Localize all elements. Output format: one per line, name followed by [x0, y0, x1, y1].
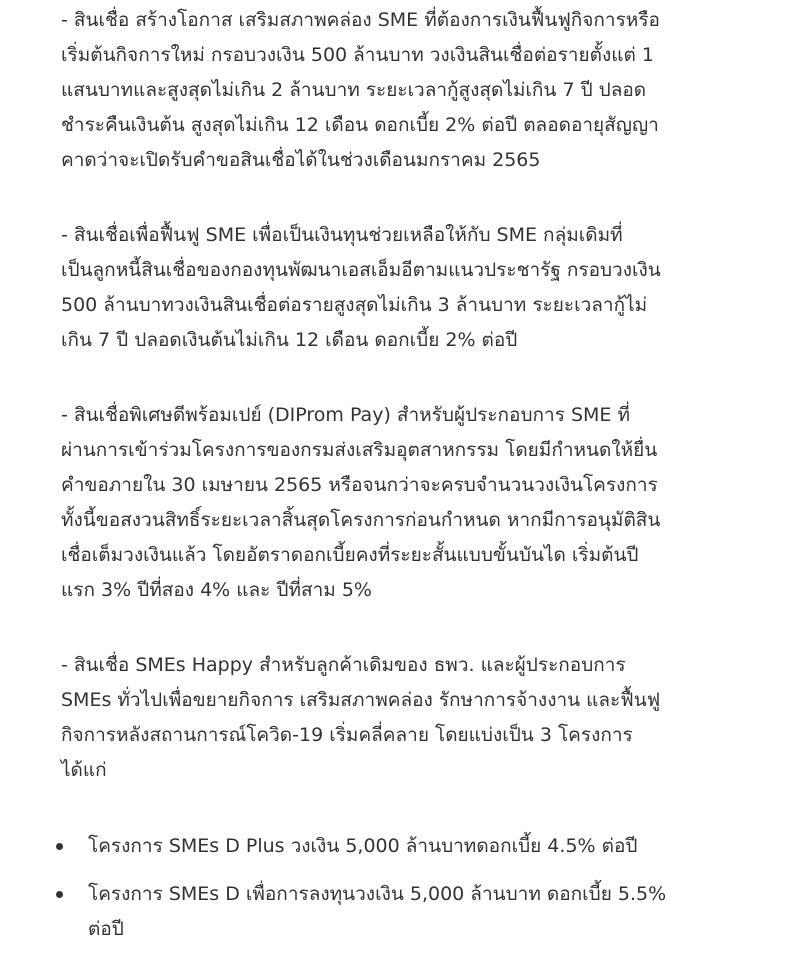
text-line: โครงการ SMEs D Plus วงเงิน 5,000 ล้านบาทดอกเบี้ย 4.5% ต่อปี	[88, 835, 638, 857]
text-line: เริ่มต้นกิจการใหม่ กรอบวงเงิน 500 ล้านบาท วงเงินสินเชื่อต่อรายตั้งแต่ 1	[61, 44, 654, 66]
paragraph-loan-create-opportunity	[61, 3, 731, 178]
text-line: โครงการ SMEs D เพื่อการลงทุนวงเงิน 5,000 ล้านบาท ดอกเบี้ย 5.5%	[88, 883, 667, 905]
text-line: ต่อปี	[88, 918, 124, 940]
text-line: ชำระคืนเงินต้น สูงสุดไม่เกิน 12 เดือน ดอกเบี้ย 2% ต่อปี ตลอดอายุสัญญา	[61, 114, 659, 136]
text-line: ได้แก่	[61, 759, 107, 781]
text-line: - สินเชื่อ สร้างโอกาส เสริมสภาพคล่อง SME ที่ต้องการเงินฟื้นฟูกิจการหรือ	[61, 9, 660, 31]
list-item	[0, 829, 800, 864]
text-line: เชื่อเต็มวงเงินแล้ว โดยอัตราดอกเบี้ยคงที่ระยะสั้นแบบขั้นบันได เริ่มต้นปี	[61, 544, 639, 566]
text-line: คาดว่าจะเปิดรับคำขอสินเชื่อได้ในช่วงเดือนมกราคม 2565	[61, 149, 541, 171]
text-line: ทั้งนี้ขอสงวนสิทธิ์ระยะเวลาสิ้นสุดโครงการก่อนกำหนด หากมีการอนุมัติสิน	[61, 509, 661, 531]
project-list	[0, 829, 800, 960]
text-line: - สินเชื่อพิเศษดีพร้อมเปย์ (DIProm Pay) สำหรับผู้ประกอบการ SME ที่	[61, 404, 630, 426]
text-line: ผ่านการเข้าร่วมโครงการของกรมส่งเสริมอุตสาหกรรม โดยมีกำหนดให้ยื่น	[61, 439, 658, 461]
list-item	[0, 877, 800, 947]
paragraph-loan-smes-happy	[61, 648, 731, 788]
text-line: กิจการหลังสถานการณ์โควิด-19 เริ่มคลี่คลาย โดยแบ่งเป็น 3 โครงการ	[61, 724, 633, 746]
bullet-icon	[56, 891, 63, 898]
paragraph-loan-sme-recovery	[61, 218, 731, 358]
text-line: - สินเชื่อ SMEs Happy สำหรับลูกค้าเดิมของ ธพว. และผู้ประกอบการ	[61, 654, 626, 676]
text-line: แรก 3% ปีที่สอง 4% และ ปีที่สาม 5%	[61, 579, 372, 601]
text-line: เกิน 7 ปี ปลอดเงินต้นไม่เกิน 12 เดือน ดอกเบี้ย 2% ต่อปี	[61, 329, 518, 351]
paragraph-loan-diprom-pay	[61, 398, 731, 608]
text-line: แสนบาทและสูงสุดไม่เกิน 2 ล้านบาท ระยะเวลากู้สูงสุดไม่เกิน 7 ปี ปลอด	[61, 79, 647, 101]
text-line: - สินเชื่อเพื่อฟื้นฟู SME เพื่อเป็นเงินทุนช่วยเหลือให้กับ SME กลุ่มเดิมที่	[61, 224, 623, 246]
text-line: SMEs ทั่วไปเพื่อขยายกิจการ เสริมสภาพคล่อง รักษาการจ้างงาน และฟื้นฟู	[61, 689, 661, 711]
text-line: 500 ล้านบาทวงเงินสินเชื่อต่อรายสูงสุดไม่เกิน 3 ล้านบาท ระยะเวลากู้ไม่	[61, 294, 648, 316]
text-line: เป็นลูกหนี้สินเชื่อของกองทุนพัฒนาเอสเอ็มอีตามแนวประชารัฐ กรอบวงเงิน	[61, 259, 661, 281]
bullet-icon	[56, 843, 63, 850]
text-line: คำขอภายใน 30 เมษายน 2565 หรือจนกว่าจะครบจำนวนวงเงินโครงการ	[61, 474, 658, 496]
